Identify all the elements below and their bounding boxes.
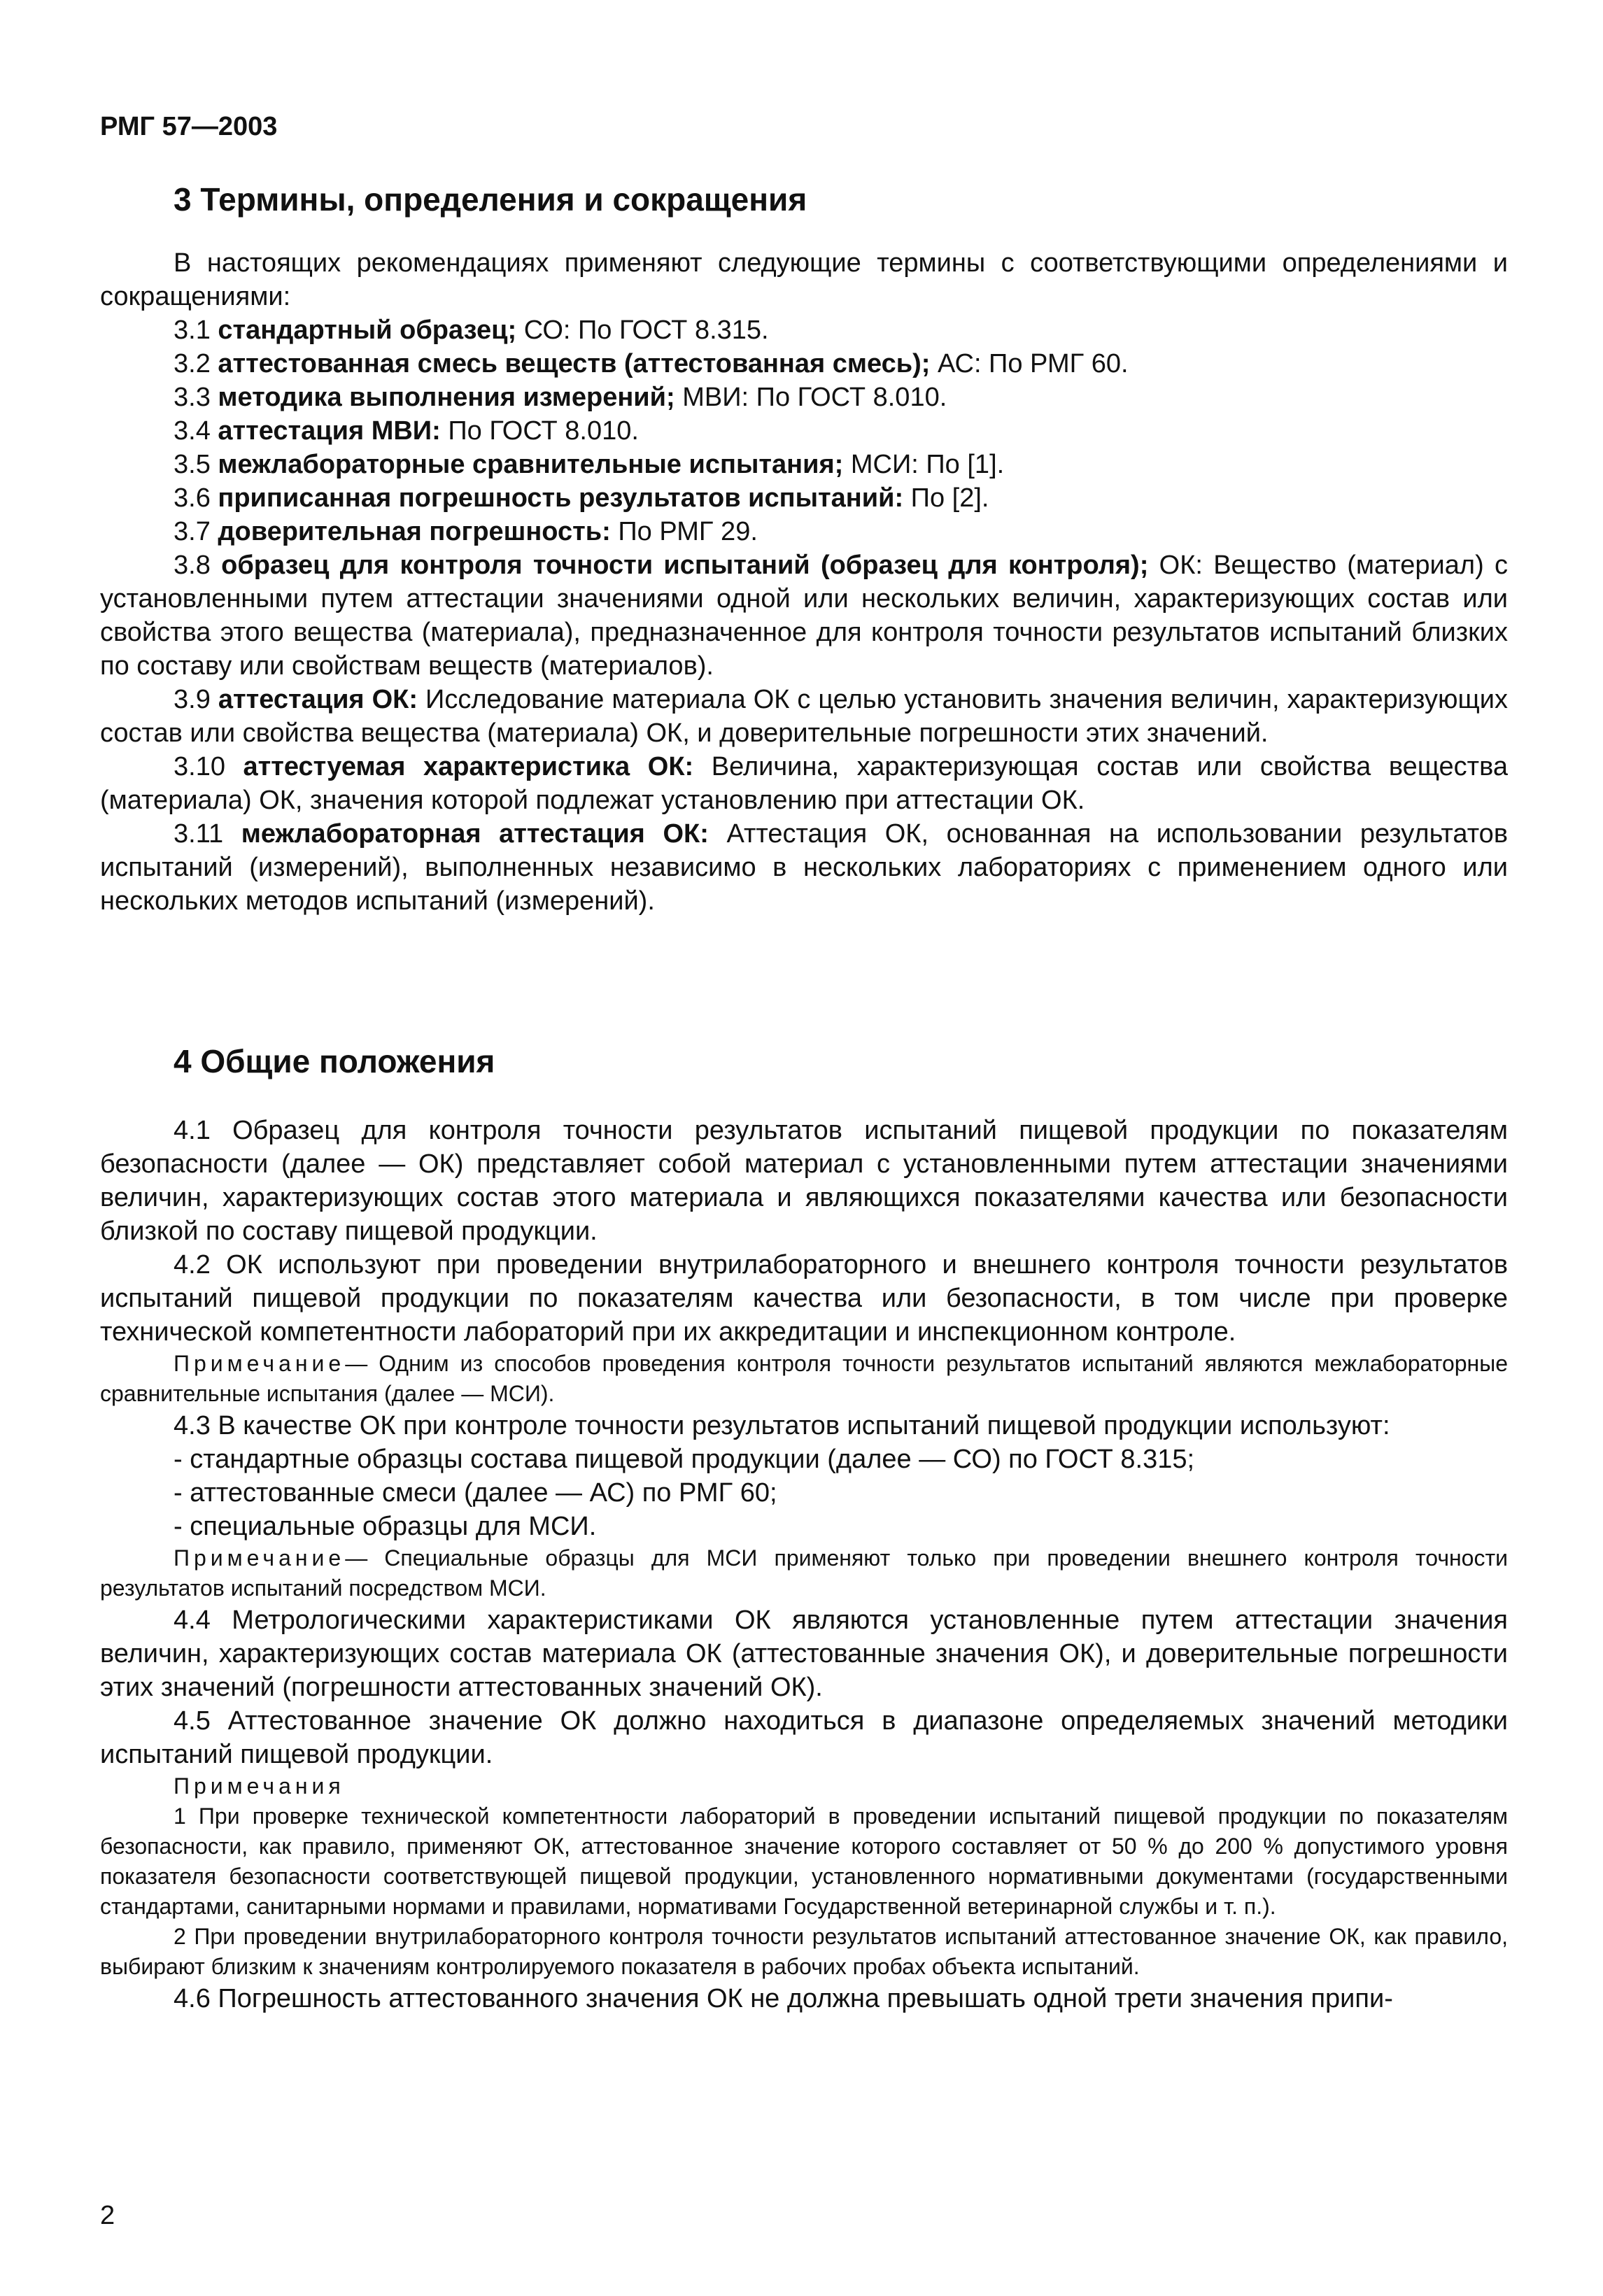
note-label: Примечание [174, 1545, 346, 1571]
paragraph-4-4: 4.4 Метрологическими характеристиками ОК являются установленные путем аттестации значения величин, характеризующих состав материала ОК (аттестованные значения ОК), и доверительные погрешности этих значений (погрешности аттестованных значений ОК). [100, 1606, 1508, 1702]
term-3-8: 3.8 образец для контроля точности испытаний (образец для контроля); ОК: Вещество (материал) с установленными путем аттестации значениями одной или нескольких величин, характеризующих состав или свойства этого вещества (материала), предназначенное для контроля точности результатов испытаний близких по составу или свойствам веществ (материалов). [100, 551, 1509, 681]
list-item: - специальные образцы для МСИ. [174, 1512, 597, 1541]
page-number: 2 [100, 2201, 115, 2230]
term-3-10: 3.10 аттестуемая характеристика ОК: Величина, характеризующая состав или свойства вещества (материала) ОК, значения которой подлежат установлению при аттестации ОК. [100, 752, 1508, 815]
paragraph-4-1: 4.1 Образец для контроля точности результатов испытаний пищевой продукции по показателям безопасности (далее — ОК) представляет собой материал с установленными путем аттестации значениями величин, характеризующих состав этого материала и являющихся показателями качества или безопасности близкой по составу пищевой продукции. [100, 1116, 1508, 1246]
list-item: - аттестованные смеси (далее — АС) по РМГ 60; [174, 1478, 777, 1508]
section-4-body [100, 1114, 1508, 2015]
document-code: РМГ 57—2003 [100, 112, 278, 141]
notes-heading: Примечания [174, 1773, 345, 1799]
term-3-4: 3.4 аттестация МВИ: По ГОСТ 8.010. [174, 416, 639, 446]
paragraph-4-5: 4.5 Аттестованное значение ОК должно находиться в диапазоне определяемых значений методики испытаний пищевой продукции. [100, 1706, 1508, 1769]
note-4-3: Примечание— Специальные образцы для МСИ применяют только при проведении внешнего контроля точности результатов испытаний посредством МСИ. [100, 1545, 1508, 1601]
term-3-3: 3.3 методика выполнения измерений; МВИ: По ГОСТ 8.010. [174, 383, 947, 412]
note-item-1: 1 При проверке технической компетентности лабораторий в проведении испытаний пищевой продукции по показателям безопасности, как правило, применяют ОК, аттестованное значение которого составляет от 50 % до 200 % допустимого уровня показателя безопасности соответствующей пищевой продукции, установленного нормативными документами (государственными стандартами, санитарными нормами и правилами, нормативами Государственной ветеринарной службы и т. п.). [100, 1804, 1508, 1919]
section-4-title: 4 Общие положения [174, 1043, 495, 1079]
term-3-2: 3.2 аттестованная смесь веществ (аттестованная смесь); АС: По РМГ 60. [174, 349, 1129, 378]
term-3-1: 3.1 стандартный образец; СО: По ГОСТ 8.315. [174, 316, 769, 345]
paragraph-4-6: 4.6 Погрешность аттестованного значения ОК не должна превышать одной трети значения припи- [174, 1984, 1393, 2013]
note-label: Примечание [174, 1351, 346, 1376]
term-3-9: 3.9 аттестация ОК: Исследование материала ОК с целью установить значения величин, характеризующих состав или свойства вещества (материала) ОК, и доверительные погрешности этих значений. [100, 685, 1509, 748]
section-3-intro: В настоящих рекомендациях применяют следующие термины с соответствующими определениями и сокращениями: [100, 248, 1508, 311]
section-3-title: 3 Термины, определения и сокращения [174, 181, 807, 218]
list-item: - стандартные образцы состава пищевой продукции (далее — СО) по ГОСТ 8.315; [174, 1445, 1195, 1474]
note-4-2: Примечание— Одним из способов проведения контроля точности результатов испытаний являются межлабораторные сравнительные испытания (далее — МСИ). [100, 1351, 1508, 1406]
section-3-body [100, 246, 1508, 918]
term-3-5: 3.5 межлабораторные сравнительные испытания; МСИ: По [1]. [174, 450, 1005, 479]
term-3-7: 3.7 доверительная погрешность: По РМГ 29. [174, 517, 758, 546]
term-3-6: 3.6 приписанная погрешность результатов испытаний: По [2]. [174, 483, 989, 513]
term-3-11: 3.11 межлабораторная аттестация ОК: Аттестация ОК, основанная на использовании результатов испытаний (измерений), выполненных независимо в нескольких лабораториях с применением одного или нескольких методов испытаний (измерений). [100, 819, 1509, 916]
paragraph-4-3: 4.3 В качестве ОК при контроле точности результатов испытаний пищевой продукции используют: [174, 1411, 1390, 1440]
note-item-2: 2 При проведении внутрилабораторного контроля точности результатов испытаний аттестованное значение ОК, как правило, выбирают близким к значениям контролируемого показателя в рабочих пробах объекта испытаний. [100, 1924, 1508, 1979]
paragraph-4-2: 4.2 ОК используют при проведении внутрилабораторного и внешнего контроля точности результатов испытаний пищевой продукции по показателям качества или безопасности, в том числе при проверке технической компетентности лабораторий при их аккредитации и инспекционном контроле. [100, 1250, 1508, 1347]
